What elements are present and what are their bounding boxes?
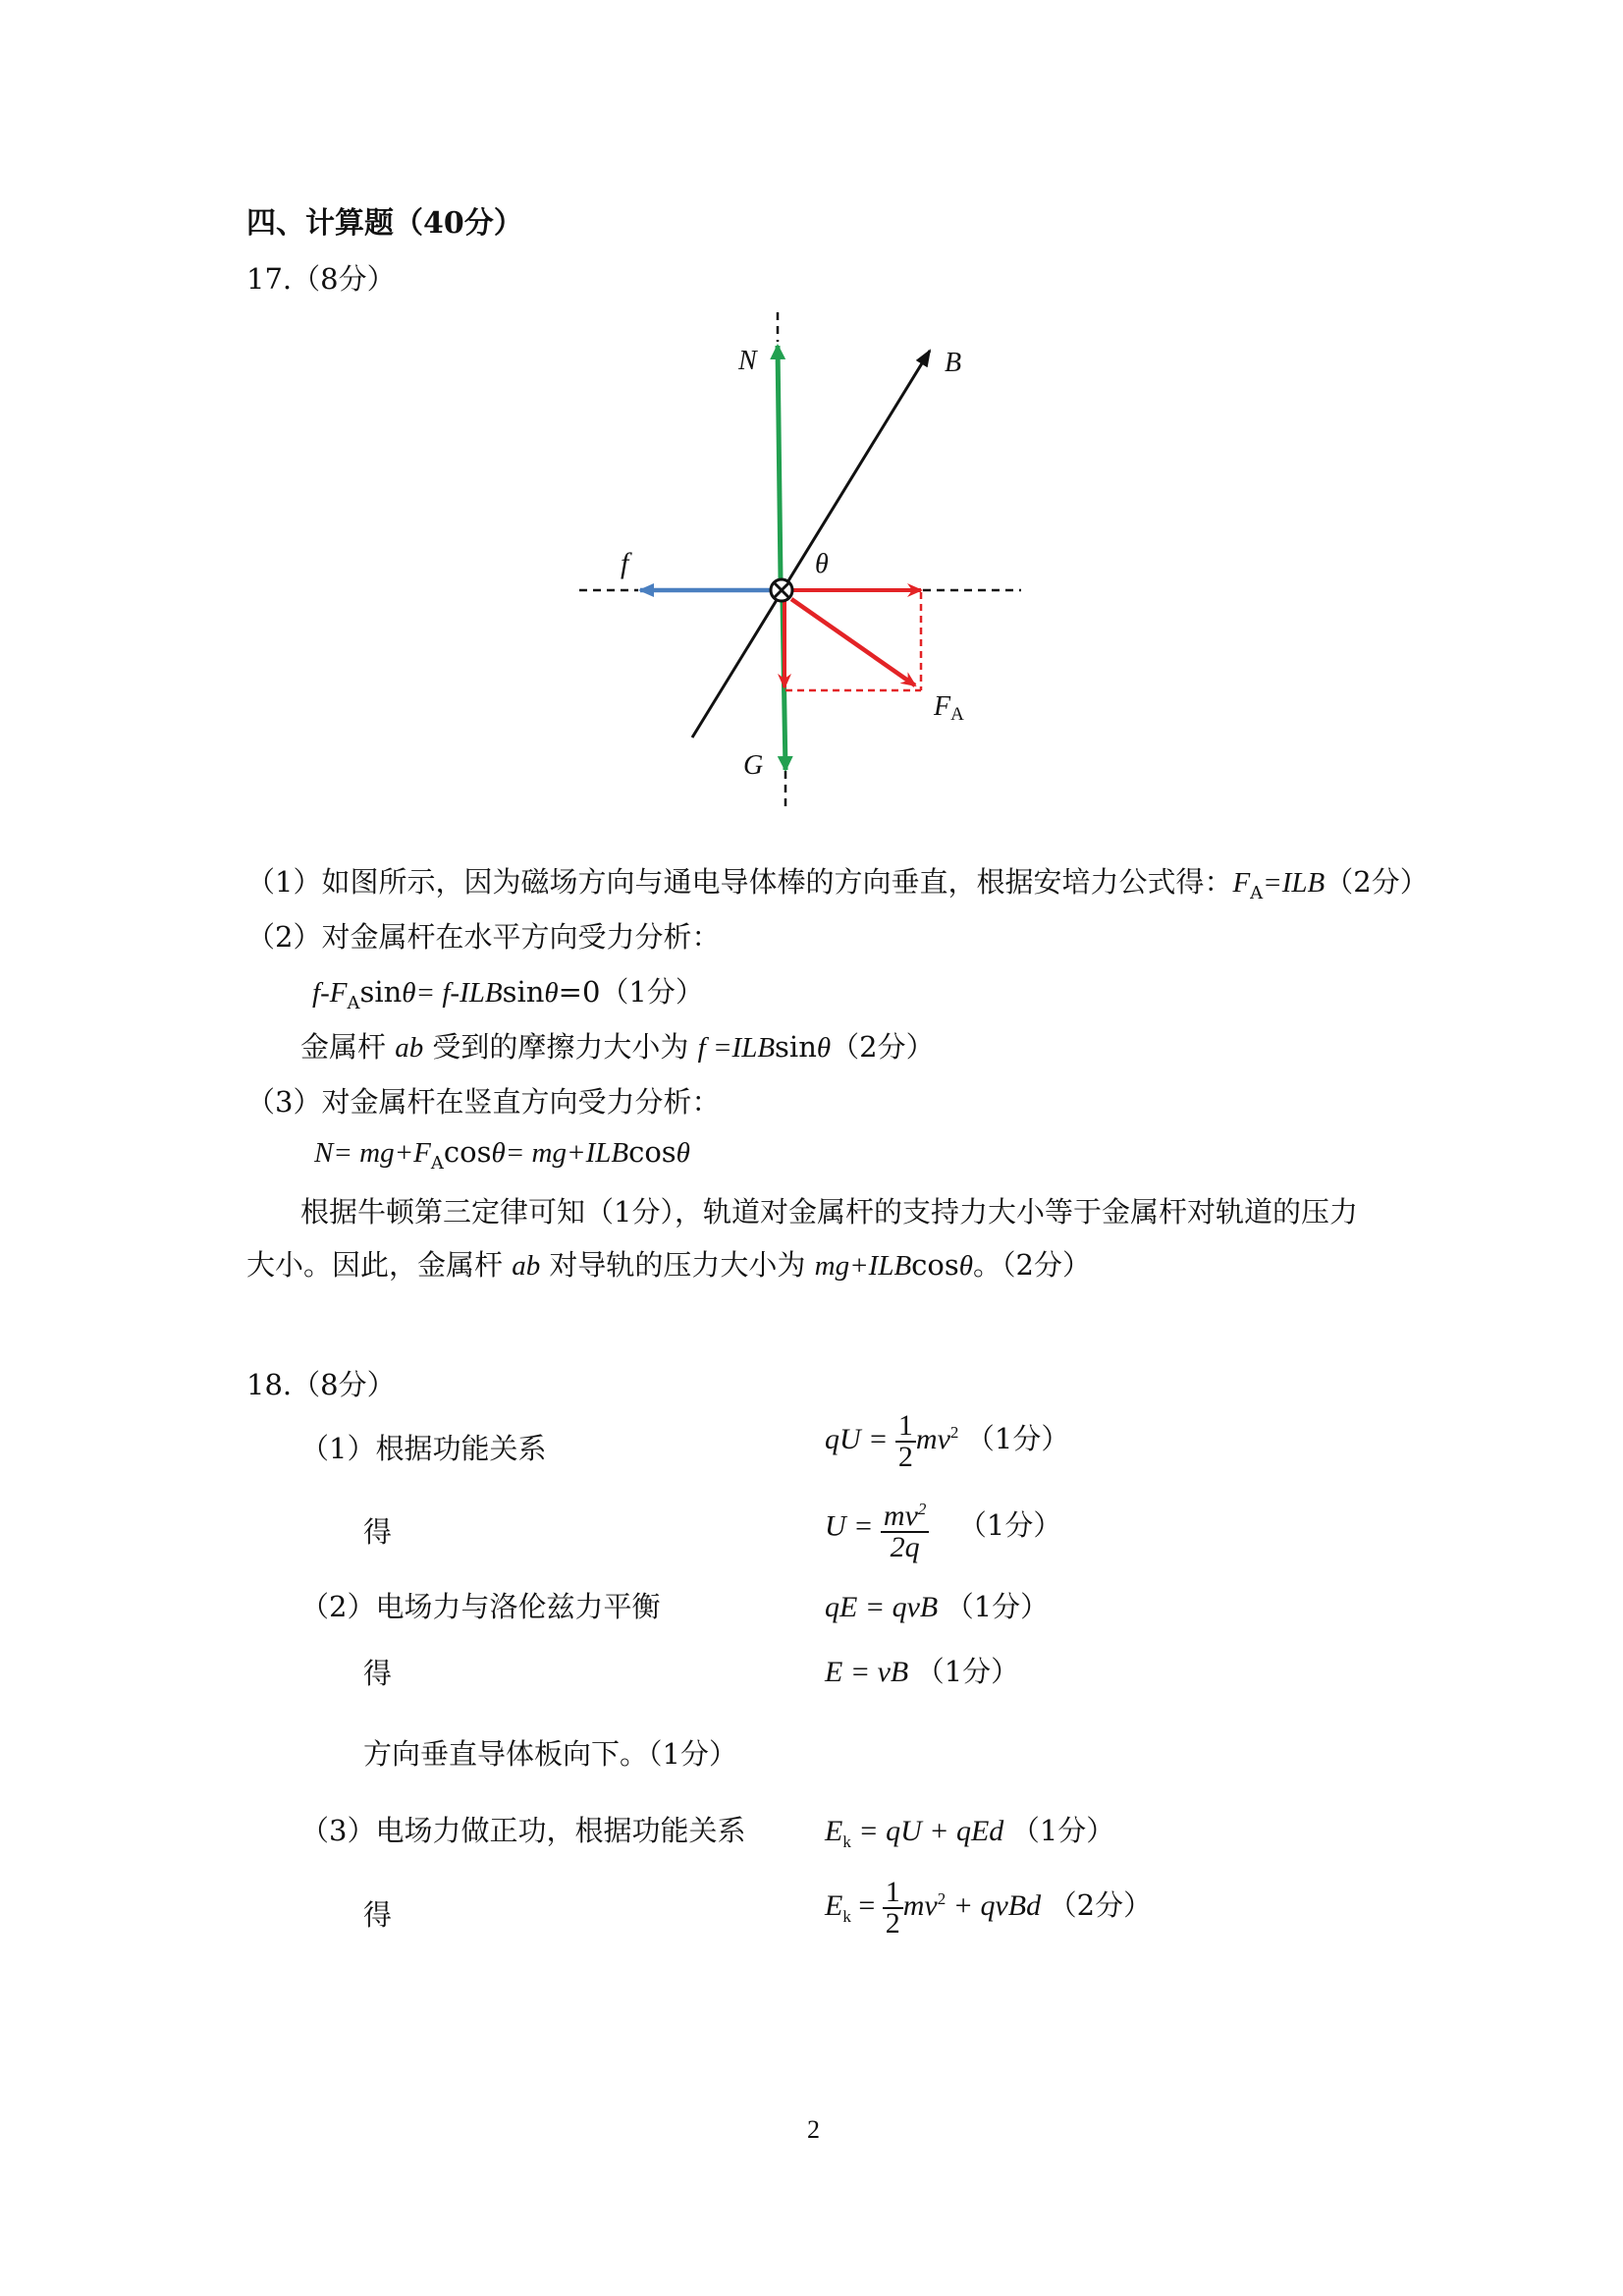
eq-h-sin2: sin — [502, 975, 545, 1009]
q18-r1-equation — [825, 1411, 1069, 1472]
eq-v-sub: A — [430, 1152, 444, 1174]
eq-h-f: f — [312, 977, 321, 1009]
q18-r6-equation — [825, 1809, 1114, 1852]
q18-r3-equation — [825, 1585, 1049, 1625]
q17-part3: （3）对金属杆在竖直方向受力分析： — [246, 1085, 721, 1119]
fr-pts: （2分） — [831, 1030, 935, 1064]
eq-v-cos2: cos — [628, 1135, 676, 1169]
cc-theta: θ — [958, 1250, 974, 1282]
r1-den: 2 — [897, 1441, 913, 1473]
q18-header: 18.（8分） — [246, 1368, 396, 1401]
r7-sub: k — [842, 1906, 851, 1926]
label-b: B — [945, 348, 962, 378]
fr-b: 受到的摩擦力大小为 — [423, 1030, 698, 1064]
r2-num-sup: 2 — [917, 1500, 927, 1518]
eq-v-eq: = mg+ILB — [505, 1137, 629, 1169]
cc-ab: ab — [512, 1250, 541, 1282]
r6-sub: k — [842, 1832, 851, 1851]
label-fa-main: F — [934, 691, 951, 722]
q18-r3-label: （2）电场力与洛伦兹力平衡 — [300, 1590, 661, 1623]
b-field-line — [692, 351, 930, 738]
section-title: 四、计算题（40分） — [246, 206, 523, 241]
r7-fraction — [883, 1878, 903, 1939]
force-diagram — [0, 0, 1623, 835]
cc-cos: cos — [911, 1248, 959, 1282]
q17-part1 — [246, 860, 1429, 903]
q18-r4-equation — [825, 1650, 1019, 1690]
eq-h-minus-f: -F — [320, 977, 348, 1009]
q18-r5-direction: 方向垂直导体板向下。（1分） — [363, 1737, 737, 1771]
eq-h-theta: θ — [402, 977, 416, 1009]
r6-pts: （1分） — [1010, 1814, 1115, 1847]
r3-eq: qE = qvB — [825, 1591, 939, 1623]
r1-fraction — [895, 1411, 916, 1472]
r1-sup: 2 — [949, 1422, 959, 1442]
r7-pts: （2分） — [1048, 1887, 1153, 1922]
q17-part1-f: F — [1232, 867, 1251, 899]
eq-h-zero: =0 — [558, 975, 601, 1009]
q18-r7-equation — [825, 1878, 1152, 1939]
label-n: N — [738, 346, 757, 376]
r2-lhs: U = — [825, 1509, 874, 1543]
fr-sin: sin — [775, 1030, 817, 1064]
r7-sup: 2 — [937, 1888, 947, 1908]
q18-r2-label: 得 — [363, 1515, 393, 1549]
label-g: G — [743, 750, 764, 781]
r7-rhs2: + qvBd — [946, 1888, 1042, 1922]
q18-r1-label: （1）根据功能关系 — [300, 1432, 547, 1465]
q17-newton-third-law: 根据牛顿第三定律可知（1分），轨道对金属杆的支持力大小等于金属杆对轨道的压力 — [300, 1195, 1358, 1229]
r6-eq: = qU + qEd — [850, 1815, 1004, 1847]
r1-rhs: mv — [915, 1422, 950, 1455]
q17-part1-sub: A — [1250, 882, 1264, 903]
q17-conclusion — [246, 1243, 1091, 1284]
r3-pts: （1分） — [945, 1590, 1050, 1623]
q17-friction-result — [300, 1025, 935, 1066]
r2-fraction — [881, 1495, 929, 1562]
eq-v-n: N= mg+F — [314, 1137, 431, 1169]
eq-h-theta2: θ — [544, 977, 559, 1009]
label-fa-sub: A — [950, 704, 964, 725]
r2-num: mv — [883, 1500, 918, 1532]
q18-r4-label: 得 — [363, 1657, 393, 1690]
r7-e: E — [825, 1888, 843, 1922]
r4-pts: （1分） — [915, 1655, 1020, 1688]
r2-pts: （1分） — [957, 1508, 1062, 1543]
q18-r2-equation — [825, 1495, 1061, 1562]
r1-pts: （1分） — [965, 1421, 1070, 1455]
fa-resultant-arrow — [791, 599, 915, 685]
q17-part2: （2）对金属杆在水平方向受力分析： — [246, 920, 721, 954]
fr-a: 金属杆 — [300, 1030, 396, 1064]
eq-v-cos: cos — [443, 1135, 492, 1169]
eq-h-sin: sin — [359, 975, 403, 1009]
label-f: f — [621, 547, 629, 579]
r7-den: 2 — [885, 1907, 900, 1940]
r7-rhs: mv — [902, 1888, 938, 1922]
cc-a: 大小。因此，金属杆 — [246, 1248, 513, 1282]
eq-v-theta2: θ — [676, 1137, 690, 1169]
n-force-arrow — [778, 346, 781, 579]
r7-num: 1 — [883, 1878, 903, 1909]
q17-part1-text: （1）如图所示，因为磁场方向与通电导体棒的方向垂直，根据安培力公式得： — [246, 865, 1233, 899]
cc-b: 对导轨的压力大小为 — [540, 1248, 815, 1282]
r7-eqs: = — [850, 1888, 876, 1922]
label-theta: θ — [815, 549, 829, 579]
label-fa — [933, 691, 964, 725]
cc-c: 。（2分） — [973, 1248, 1091, 1282]
r2-num-wrap — [881, 1495, 929, 1533]
q18-r7-label: 得 — [363, 1898, 393, 1932]
fr-theta: θ — [816, 1032, 832, 1064]
r1-num: 1 — [895, 1411, 916, 1443]
q17-eq-vertical — [314, 1135, 690, 1174]
r4-eq: E = vB — [825, 1656, 909, 1688]
cc-eq: mg+ILB — [814, 1250, 912, 1282]
r6-e: E — [825, 1815, 843, 1847]
eq-v-theta: θ — [491, 1137, 506, 1169]
fr-f: f — [697, 1032, 706, 1064]
r1-lhs: qU = — [825, 1422, 889, 1455]
fr-ab: ab — [395, 1032, 424, 1064]
eq-h-eq: = f-ILB — [415, 977, 503, 1009]
current-into-page-symbol — [771, 579, 792, 601]
eq-h-pts: （1分） — [600, 975, 704, 1009]
q17-header: 17.（8分） — [246, 262, 396, 296]
r2-den: 2q — [890, 1531, 920, 1563]
eq-h-sub: A — [347, 992, 360, 1013]
q18-r6-label: （3）电场力做正功，根据功能关系 — [300, 1814, 746, 1847]
page-number: 2 — [807, 2115, 820, 2144]
q17-part1-pts: （2分） — [1325, 865, 1429, 899]
fr-eq: =ILB — [705, 1032, 776, 1064]
q17-part1-eq: =ILB — [1263, 867, 1325, 899]
q17-eq-horizontal — [312, 970, 704, 1013]
